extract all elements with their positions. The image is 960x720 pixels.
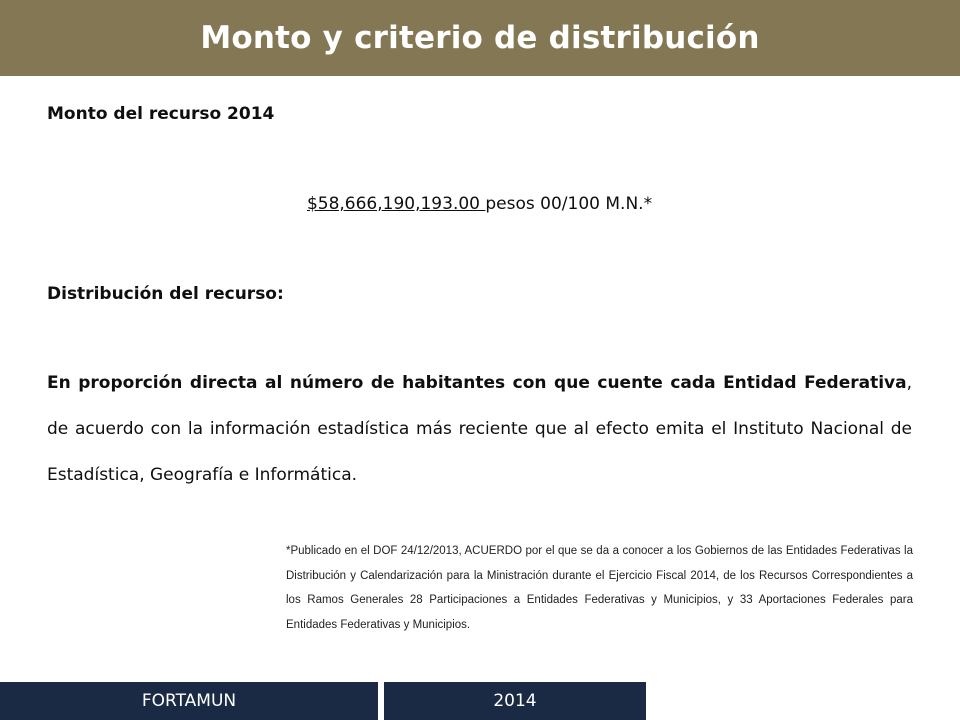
footer-program xyxy=(0,682,378,720)
amount-line xyxy=(47,194,912,214)
distribution-text xyxy=(47,360,912,498)
distribution-heading: Distribución del recurso: xyxy=(47,284,284,304)
page-title: Monto y criterio de distribución xyxy=(200,20,760,56)
footer-year-label: 2014 xyxy=(493,691,537,711)
footer-year xyxy=(384,682,646,720)
distribution-bold-text: En proporción directa al número de habitantes con que cuente cada Entidad Federativa xyxy=(47,373,907,393)
amount-value: $58,666,190,193.00 xyxy=(306,194,486,214)
footer-program-label: FORTAMUN xyxy=(141,691,237,711)
amount-words: pesos 00/100 M.N. xyxy=(485,194,644,214)
distribution-rest-text: , de acuerdo con la información estadística más reciente que al efecto emita el Instituto Nacional de Estadística, Geografía e Informática. xyxy=(47,373,912,485)
content-area xyxy=(47,104,912,485)
amount-asterisk: * xyxy=(643,194,653,214)
footnote: *Publicado en el DOF 24/12/2013, ACUERDO por el que se da a conocer a los Gobiernos de las Entidades Federativas la Distribución y Calendarización para la Ministración durante el Ejercicio Fiscal 2014, de los Recursos Correspondientes a los Ramos Generales 28 Participaciones a Entidades Federativas y Municipios, y 33 Aportaciones Federales para Entidades Federativas y Municipios. xyxy=(286,545,913,631)
title-bar xyxy=(0,0,960,76)
amount-heading: Monto del recurso 2014 xyxy=(47,104,275,124)
